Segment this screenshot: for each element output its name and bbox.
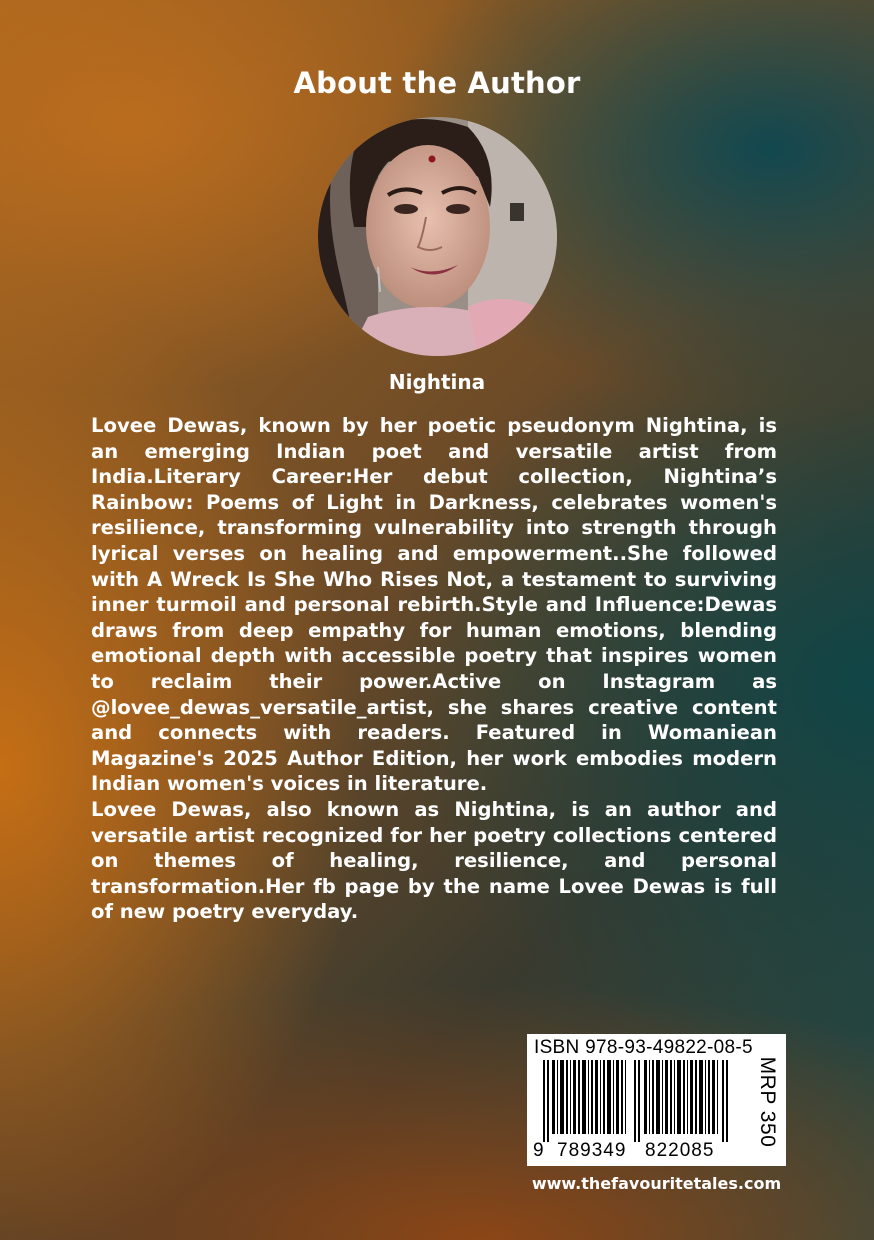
mrp-label <box>753 1044 781 1164</box>
author-bio <box>91 413 777 925</box>
bio-paragraph: Lovee Dewas, known by her poetic pseudonym Nightina, is an emerging Indian poet and versatile artist from India.Literary Career:Her debut collection, Nightina’s Rainbow: Poems of Light in Darkness, celebrates women's resilience, transforming vulnerability into strength through lyrical verses on healing and empowerment..She followed with A Wreck Is She Who Rises Not, a testament to surviving inner turmoil and personal rebirth.Style and Influence:Dewas draws from deep empathy for human emotions, blending emotional depth with accessible poetry that inspires women to reclaim their power.Active on Instagram as @lovee_dewas_versatile_artist, she shares creative content and connects with readers. Featured in Womaniean Magazine's 2025 Author Edition, her work embodies modern Indian women's voices in literature. <box>91 414 777 796</box>
mrp-text: MRP 350 <box>756 1056 779 1148</box>
barcode-digits-right: 822085 <box>645 1140 715 1161</box>
isbn-label: ISBN 978-93-49822-08-5 <box>534 1037 753 1058</box>
barcode-bars <box>535 1060 747 1142</box>
about-author-heading: About the Author <box>293 66 581 100</box>
barcode-digits-left: 789349 <box>557 1140 627 1161</box>
author-portrait <box>318 117 557 356</box>
author-name: Nightina <box>388 370 486 394</box>
bio-paragraph: Lovee Dewas, also known as Nightina, is an author and versatile artist recognized for her poetry collections centered on themes of healing, resilience, and personal transformation.Her fb page by the name Lovee Dewas is full of new poetry everyday. <box>91 797 777 924</box>
barcode-panel <box>527 1034 786 1166</box>
publisher-website: www.thefavouritetales.com <box>531 1174 782 1193</box>
barcode-digit-first: 9 <box>533 1140 545 1161</box>
